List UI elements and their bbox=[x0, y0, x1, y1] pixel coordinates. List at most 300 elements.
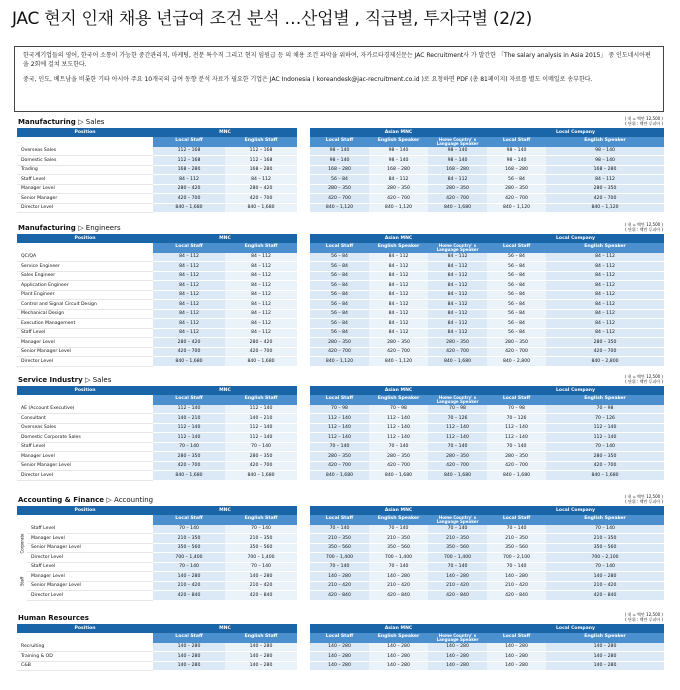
value-cell: 56 – 84 bbox=[310, 300, 369, 310]
table-row bbox=[17, 423, 297, 433]
value-cell: 84 – 112 bbox=[546, 271, 664, 281]
table-row bbox=[310, 572, 664, 582]
value-cell: 840 – 1,120 bbox=[310, 203, 369, 213]
value-cell: 140 – 280 bbox=[225, 661, 297, 671]
value-cell: 84 – 112 bbox=[369, 271, 428, 281]
asian-local-table bbox=[310, 234, 664, 367]
table-row bbox=[310, 271, 664, 281]
section-name: Service Industry bbox=[18, 376, 86, 384]
value-cell: 84 – 112 bbox=[546, 309, 664, 319]
table-row bbox=[310, 643, 664, 652]
value-cell: 84 – 112 bbox=[153, 328, 225, 338]
value-cell: 56 – 84 bbox=[310, 175, 369, 185]
section-subtitle: Sales bbox=[92, 376, 112, 384]
local-staff-header: Local Staff bbox=[487, 137, 546, 147]
value-cell: 140 – 280 bbox=[428, 572, 487, 582]
value-cell: 56 – 84 bbox=[310, 253, 369, 262]
english-speaker-header: English Speaker bbox=[369, 137, 428, 147]
table-row bbox=[310, 525, 664, 534]
value-cell: 420 – 840 bbox=[546, 591, 664, 601]
value-cell: 70 – 140 bbox=[546, 525, 664, 534]
value-cell: 420 – 700 bbox=[546, 461, 664, 471]
asian-local-table bbox=[310, 386, 664, 481]
value-cell: 98 – 140 bbox=[546, 156, 664, 166]
value-cell: 84 – 112 bbox=[153, 300, 225, 310]
mnc-header: MNC bbox=[153, 128, 297, 137]
value-cell: 210 – 420 bbox=[487, 581, 546, 591]
group-label: Staff bbox=[19, 576, 25, 586]
position-label: QC/QA bbox=[17, 253, 153, 262]
table-row bbox=[310, 405, 664, 414]
value-cell: 210 – 350 bbox=[310, 534, 369, 544]
value-cell: 280 – 420 bbox=[225, 184, 297, 194]
table-row bbox=[17, 414, 297, 424]
value-cell: 280 – 350 bbox=[428, 184, 487, 194]
value-cell: 210 – 420 bbox=[225, 581, 297, 591]
position-label: Senior Manager Level bbox=[27, 543, 153, 553]
value-cell: 84 – 112 bbox=[428, 281, 487, 291]
position-label: Senior Manager Level bbox=[17, 347, 153, 357]
position-label: Mechanical Design bbox=[17, 309, 153, 319]
value-cell: 420 – 840 bbox=[225, 591, 297, 601]
value-cell: 84 – 112 bbox=[369, 281, 428, 291]
value-cell: 84 – 112 bbox=[153, 309, 225, 319]
value-cell: 112 – 140 bbox=[153, 433, 225, 443]
asian-mnc-header: Asian MNC bbox=[310, 234, 487, 243]
table-row bbox=[310, 338, 664, 348]
value-cell: 140 – 210 bbox=[153, 414, 225, 424]
value-cell: 280 – 350 bbox=[546, 184, 664, 194]
intro-box bbox=[14, 46, 664, 112]
value-cell: 168 – 280 bbox=[428, 165, 487, 175]
position-header-blank bbox=[17, 137, 153, 147]
table-row bbox=[310, 534, 664, 544]
table-row bbox=[17, 471, 297, 481]
value-cell: 210 – 350 bbox=[369, 534, 428, 544]
value-cell: 700 – 1,400 bbox=[369, 553, 428, 563]
value-cell: 350 – 560 bbox=[310, 543, 369, 553]
value-cell: 140 – 280 bbox=[369, 652, 428, 662]
table-row bbox=[17, 562, 297, 572]
value-cell: 840 – 1,680 bbox=[225, 203, 297, 213]
value-cell: 70 – 98 bbox=[369, 405, 428, 414]
position-label: Manager Level bbox=[27, 572, 153, 582]
value-cell: 140 – 280 bbox=[546, 661, 664, 671]
local-company-header: Local Company bbox=[487, 234, 664, 243]
value-cell: 84 – 112 bbox=[428, 175, 487, 185]
value-cell: 840 – 1,120 bbox=[487, 203, 546, 213]
asian-local-table bbox=[310, 506, 664, 601]
value-cell: 84 – 112 bbox=[428, 290, 487, 300]
table-row bbox=[17, 338, 297, 348]
value-cell: 420 – 840 bbox=[310, 591, 369, 601]
arrow-icon: ▷ bbox=[78, 224, 86, 232]
value-cell: 420 – 700 bbox=[310, 194, 369, 204]
value-cell: 98 – 140 bbox=[369, 156, 428, 166]
value-cell: 112 – 140 bbox=[369, 433, 428, 443]
intro-paragraph-1: 한국계기업들의 영어, 한국어 소통이 가능한 중간관리직, 마케팅, 전문 특수직 그리고 현지 임원급 등 의 채용 조건 파악을 위하여, 자카르타경제신문는 JAC Recruitment사 가 발간한 「The salary analysis in Asia 2015」 중 인도네시아편을 2회에 걸쳐 보도한다. bbox=[23, 52, 651, 69]
value-cell: 84 – 112 bbox=[428, 300, 487, 310]
value-cell: 84 – 112 bbox=[369, 290, 428, 300]
table-row bbox=[310, 175, 664, 185]
home-country-header: Home Country' s Language Speaker bbox=[428, 243, 487, 253]
value-cell: 420 – 700 bbox=[369, 194, 428, 204]
value-cell: 70 – 140 bbox=[428, 562, 487, 572]
value-cell: 112 – 168 bbox=[153, 156, 225, 166]
value-cell: 210 – 420 bbox=[369, 581, 428, 591]
local-staff-header: Local Staff bbox=[310, 633, 369, 643]
value-cell: 350 – 560 bbox=[487, 543, 546, 553]
position-label: AE (Account Executive) bbox=[17, 405, 153, 414]
table-row bbox=[17, 452, 297, 462]
table-row bbox=[310, 262, 664, 272]
value-cell: 84 – 112 bbox=[428, 319, 487, 329]
value-cell: 168 – 280 bbox=[310, 165, 369, 175]
value-cell: 140 – 280 bbox=[487, 652, 546, 662]
arrow-icon: ▷ bbox=[106, 496, 115, 504]
table-row bbox=[17, 203, 297, 213]
table-row bbox=[310, 156, 664, 166]
value-cell: 210 – 420 bbox=[546, 581, 664, 591]
local-company-header: Local Company bbox=[487, 624, 664, 633]
value-cell: 56 – 84 bbox=[310, 309, 369, 319]
value-cell: 280 – 350 bbox=[428, 338, 487, 348]
position-label: Director Level bbox=[27, 591, 153, 601]
value-cell: 140 – 280 bbox=[310, 643, 369, 652]
value-cell: 70 – 140 bbox=[369, 562, 428, 572]
local-staff-header: Local Staff bbox=[310, 243, 369, 253]
mnc-header: MNC bbox=[153, 386, 297, 395]
table-row bbox=[310, 423, 664, 433]
value-cell: 84 – 112 bbox=[428, 309, 487, 319]
unit-note: ( 내 = 백만 12,500 ) ( 단위 : 백만 루피아 ) bbox=[624, 222, 663, 233]
value-cell: 84 – 112 bbox=[369, 319, 428, 329]
value-cell: 70 – 140 bbox=[310, 442, 369, 452]
value-cell: 140 – 280 bbox=[225, 652, 297, 662]
mnc-table bbox=[17, 386, 297, 481]
position-label: Service Engineer bbox=[17, 262, 153, 272]
section-title bbox=[18, 496, 153, 504]
table-row bbox=[17, 433, 297, 443]
position-label: Control and Signal Circuit Design bbox=[17, 300, 153, 310]
value-cell: 280 – 420 bbox=[153, 184, 225, 194]
mnc-table bbox=[17, 128, 297, 213]
value-cell: 98 – 140 bbox=[487, 156, 546, 166]
position-label: Manager Level bbox=[27, 534, 153, 544]
value-cell: 84 – 112 bbox=[369, 328, 428, 338]
value-cell: 112 – 140 bbox=[153, 405, 225, 414]
value-cell: 112 – 140 bbox=[546, 433, 664, 443]
value-cell: 840 – 2,800 bbox=[546, 357, 664, 367]
value-cell: 700 – 2,100 bbox=[487, 553, 546, 563]
table-row bbox=[17, 461, 297, 471]
table-row bbox=[17, 156, 297, 166]
local-staff-header: Local Staff bbox=[487, 243, 546, 253]
value-cell: 70 – 140 bbox=[310, 525, 369, 534]
value-cell: 280 – 350 bbox=[310, 338, 369, 348]
position-label: Sales Engineer bbox=[17, 271, 153, 281]
value-cell: 700 – 2,100 bbox=[546, 553, 664, 563]
table-row bbox=[310, 452, 664, 462]
value-cell: 112 – 140 bbox=[369, 414, 428, 424]
value-cell: 84 – 112 bbox=[428, 271, 487, 281]
english-speaker-header: English Speaker bbox=[369, 633, 428, 643]
value-cell: 140 – 210 bbox=[225, 414, 297, 424]
position-label: Execution Management bbox=[17, 319, 153, 329]
value-cell: 140 – 280 bbox=[153, 661, 225, 671]
value-cell: 280 – 350 bbox=[225, 452, 297, 462]
value-cell: 840 – 1,680 bbox=[310, 471, 369, 481]
table-row bbox=[17, 175, 297, 185]
value-cell: 210 – 420 bbox=[310, 581, 369, 591]
value-cell: 112 – 140 bbox=[487, 423, 546, 433]
table-row bbox=[17, 194, 297, 204]
value-cell: 84 – 112 bbox=[369, 253, 428, 262]
position-label: Staff Level bbox=[17, 442, 153, 452]
page-title: JAC 현지 인재 채용 년급여 조건 분석 …산업별 , 직급별, 투자국별 (2/2) bbox=[12, 9, 532, 29]
value-cell: 84 – 112 bbox=[428, 253, 487, 262]
value-cell: 70 – 98 bbox=[310, 405, 369, 414]
table-row bbox=[310, 290, 664, 300]
value-cell: 420 – 700 bbox=[310, 461, 369, 471]
table-row bbox=[17, 290, 297, 300]
section-title bbox=[18, 614, 89, 622]
value-cell: 420 – 700 bbox=[153, 347, 225, 357]
table-row bbox=[310, 253, 664, 262]
local-staff-header: Local Staff bbox=[310, 515, 369, 525]
value-cell: 420 – 700 bbox=[487, 194, 546, 204]
position-label: Director Level bbox=[17, 203, 153, 213]
value-cell: 840 – 2,800 bbox=[487, 357, 546, 367]
value-cell: 84 – 112 bbox=[369, 262, 428, 272]
value-cell: 70 – 126 bbox=[428, 414, 487, 424]
value-cell: 420 – 700 bbox=[369, 461, 428, 471]
position-label: Senior Manager Level bbox=[27, 581, 153, 591]
value-cell: 420 – 700 bbox=[428, 461, 487, 471]
local-staff-header: Local Staff bbox=[153, 515, 225, 525]
value-cell: 420 – 700 bbox=[310, 347, 369, 357]
value-cell: 84 – 112 bbox=[428, 328, 487, 338]
value-cell: 168 – 280 bbox=[546, 165, 664, 175]
english-staff-header: English Staff bbox=[225, 633, 297, 643]
value-cell: 98 – 140 bbox=[428, 147, 487, 156]
value-cell: 98 – 140 bbox=[310, 156, 369, 166]
table-row bbox=[17, 309, 297, 319]
value-cell: 56 – 84 bbox=[310, 262, 369, 272]
value-cell: 140 – 280 bbox=[225, 572, 297, 582]
position-label: Plant Engineer bbox=[17, 290, 153, 300]
value-cell: 280 – 350 bbox=[487, 452, 546, 462]
local-staff-header: Local Staff bbox=[487, 395, 546, 405]
value-cell: 210 – 420 bbox=[153, 581, 225, 591]
value-cell: 112 – 140 bbox=[369, 423, 428, 433]
table-row bbox=[310, 543, 664, 553]
local-staff-header: Local Staff bbox=[487, 515, 546, 525]
value-cell: 84 – 112 bbox=[225, 328, 297, 338]
value-cell: 56 – 84 bbox=[487, 290, 546, 300]
asian-mnc-header: Asian MNC bbox=[310, 624, 487, 633]
value-cell: 280 – 350 bbox=[369, 452, 428, 462]
position-label: C&B bbox=[17, 661, 153, 671]
section-name: Manufacturing bbox=[18, 224, 79, 232]
value-cell: 112 – 140 bbox=[546, 423, 664, 433]
value-cell: 350 – 560 bbox=[153, 543, 225, 553]
value-cell: 420 – 700 bbox=[225, 347, 297, 357]
unit-note: ( 내 = 백만 12,500 ) ( 단위 : 백만 루피아 ) bbox=[624, 116, 663, 127]
english-staff-header: English Staff bbox=[225, 137, 297, 147]
value-cell: 84 – 112 bbox=[153, 253, 225, 262]
value-cell: 70 – 126 bbox=[487, 414, 546, 424]
local-staff-header: Local Staff bbox=[153, 137, 225, 147]
value-cell: 56 – 84 bbox=[487, 281, 546, 291]
value-cell: 70 – 126 bbox=[546, 414, 664, 424]
english-staff-header: English Staff bbox=[225, 395, 297, 405]
value-cell: 840 – 1,680 bbox=[546, 471, 664, 481]
value-cell: 56 – 84 bbox=[487, 175, 546, 185]
value-cell: 70 – 140 bbox=[225, 525, 297, 534]
value-cell: 84 – 112 bbox=[225, 271, 297, 281]
value-cell: 70 – 140 bbox=[487, 562, 546, 572]
english-speaker-header: English Speaker bbox=[546, 633, 664, 643]
table-row bbox=[310, 309, 664, 319]
value-cell: 56 – 84 bbox=[310, 281, 369, 291]
asian-mnc-header: Asian MNC bbox=[310, 128, 487, 137]
position-label: Overseas Sales bbox=[17, 147, 153, 156]
table-row bbox=[310, 471, 664, 481]
table-row bbox=[17, 262, 297, 272]
value-cell: 840 – 1,120 bbox=[369, 357, 428, 367]
local-company-header: Local Company bbox=[487, 128, 664, 137]
value-cell: 56 – 84 bbox=[487, 253, 546, 262]
value-cell: 70 – 140 bbox=[428, 442, 487, 452]
value-cell: 840 – 1,680 bbox=[153, 357, 225, 367]
value-cell: 84 – 112 bbox=[428, 262, 487, 272]
english-speaker-header: English Speaker bbox=[546, 515, 664, 525]
local-staff-header: Local Staff bbox=[153, 243, 225, 253]
value-cell: 700 – 1,400 bbox=[428, 553, 487, 563]
mnc-table bbox=[17, 624, 297, 671]
value-cell: 140 – 280 bbox=[153, 572, 225, 582]
table-row bbox=[17, 319, 297, 329]
table-row bbox=[310, 652, 664, 662]
value-cell: 280 – 350 bbox=[428, 452, 487, 462]
home-country-header: Home Country' s Language Speaker bbox=[428, 515, 487, 525]
value-cell: 112 – 140 bbox=[225, 405, 297, 414]
value-cell: 840 – 1,680 bbox=[428, 357, 487, 367]
position-label: Senior Manager Level bbox=[17, 461, 153, 471]
table-row bbox=[17, 328, 297, 338]
value-cell: 84 – 112 bbox=[225, 290, 297, 300]
english-speaker-header: English Speaker bbox=[546, 243, 664, 253]
unit-note: ( 내 = 백만 12,500 ) ( 단위 : 백만 루피아 ) bbox=[624, 612, 663, 623]
value-cell: 140 – 280 bbox=[428, 643, 487, 652]
local-staff-header: Local Staff bbox=[153, 395, 225, 405]
table-row bbox=[17, 581, 297, 591]
table-row bbox=[310, 433, 664, 443]
value-cell: 280 – 350 bbox=[487, 184, 546, 194]
local-staff-header: Local Staff bbox=[153, 633, 225, 643]
value-cell: 840 – 1,680 bbox=[369, 471, 428, 481]
value-cell: 140 – 280 bbox=[225, 643, 297, 652]
value-cell: 280 – 350 bbox=[546, 452, 664, 462]
position-label: Application Engineer bbox=[17, 281, 153, 291]
position-label: Recruiting bbox=[17, 643, 153, 652]
position-label: Staff Level bbox=[27, 562, 153, 572]
value-cell: 420 – 840 bbox=[428, 591, 487, 601]
table-row bbox=[310, 461, 664, 471]
value-cell: 84 – 112 bbox=[369, 175, 428, 185]
position-label: Overseas Sales bbox=[17, 423, 153, 433]
value-cell: 84 – 112 bbox=[546, 281, 664, 291]
value-cell: 84 – 112 bbox=[369, 300, 428, 310]
value-cell: 84 – 112 bbox=[225, 253, 297, 262]
value-cell: 84 – 112 bbox=[225, 262, 297, 272]
value-cell: 140 – 280 bbox=[153, 643, 225, 652]
value-cell: 56 – 84 bbox=[487, 328, 546, 338]
value-cell: 420 – 700 bbox=[546, 347, 664, 357]
value-cell: 210 – 350 bbox=[487, 534, 546, 544]
value-cell: 70 – 140 bbox=[369, 525, 428, 534]
table-row bbox=[17, 147, 297, 156]
value-cell: 70 – 98 bbox=[428, 405, 487, 414]
position-label: Staff Level bbox=[27, 525, 153, 534]
mnc-header: MNC bbox=[153, 506, 297, 515]
value-cell: 56 – 84 bbox=[487, 300, 546, 310]
intro-paragraph-2: 중국, 인도, 베트남을 비롯한 기타 아시아 주요 10개국의 급여 동향 분석 자료가 필요한 기업은 JAC Indonesia ( koreandesk@jac-recruitment.co.id )로 요청하면 PDF (총 81페이지) 자료를 별도 이메일로 송부한다. bbox=[23, 75, 593, 83]
position-header: Position bbox=[17, 128, 153, 137]
value-cell: 420 – 700 bbox=[546, 194, 664, 204]
value-cell: 840 – 1,120 bbox=[310, 357, 369, 367]
section-title bbox=[18, 118, 104, 126]
value-cell: 700 – 1,400 bbox=[225, 553, 297, 563]
position-header-blank bbox=[17, 515, 153, 525]
value-cell: 280 – 420 bbox=[153, 338, 225, 348]
table-row bbox=[310, 319, 664, 329]
value-cell: 140 – 280 bbox=[546, 652, 664, 662]
table-row bbox=[310, 184, 664, 194]
value-cell: 112 – 168 bbox=[225, 147, 297, 156]
home-country-header: Home Country' s Language Speaker bbox=[428, 633, 487, 643]
value-cell: 112 – 168 bbox=[225, 156, 297, 166]
value-cell: 112 – 140 bbox=[225, 433, 297, 443]
value-cell: 420 – 700 bbox=[225, 194, 297, 204]
local-staff-header: Local Staff bbox=[487, 633, 546, 643]
section-title bbox=[18, 376, 111, 384]
value-cell: 70 – 140 bbox=[225, 442, 297, 452]
value-cell: 420 – 840 bbox=[369, 591, 428, 601]
value-cell: 280 – 350 bbox=[369, 184, 428, 194]
table-row bbox=[17, 347, 297, 357]
position-label: Domestic Corporate Sales bbox=[17, 433, 153, 443]
table-row bbox=[17, 661, 297, 671]
table-row bbox=[17, 643, 297, 652]
english-staff-header: English Staff bbox=[225, 243, 297, 253]
value-cell: 112 – 140 bbox=[310, 433, 369, 443]
value-cell: 70 – 140 bbox=[310, 562, 369, 572]
table-row bbox=[17, 525, 297, 534]
value-cell: 280 – 350 bbox=[310, 452, 369, 462]
local-company-header: Local Company bbox=[487, 386, 664, 395]
value-cell: 168 – 280 bbox=[153, 165, 225, 175]
value-cell: 420 – 700 bbox=[428, 347, 487, 357]
local-company-header: Local Company bbox=[487, 506, 664, 515]
value-cell: 112 – 168 bbox=[153, 147, 225, 156]
value-cell: 280 – 350 bbox=[487, 338, 546, 348]
value-cell: 840 – 1,680 bbox=[153, 471, 225, 481]
value-cell: 350 – 560 bbox=[428, 543, 487, 553]
position-label: Senior Manager bbox=[17, 194, 153, 204]
value-cell: 840 – 1,680 bbox=[225, 471, 297, 481]
